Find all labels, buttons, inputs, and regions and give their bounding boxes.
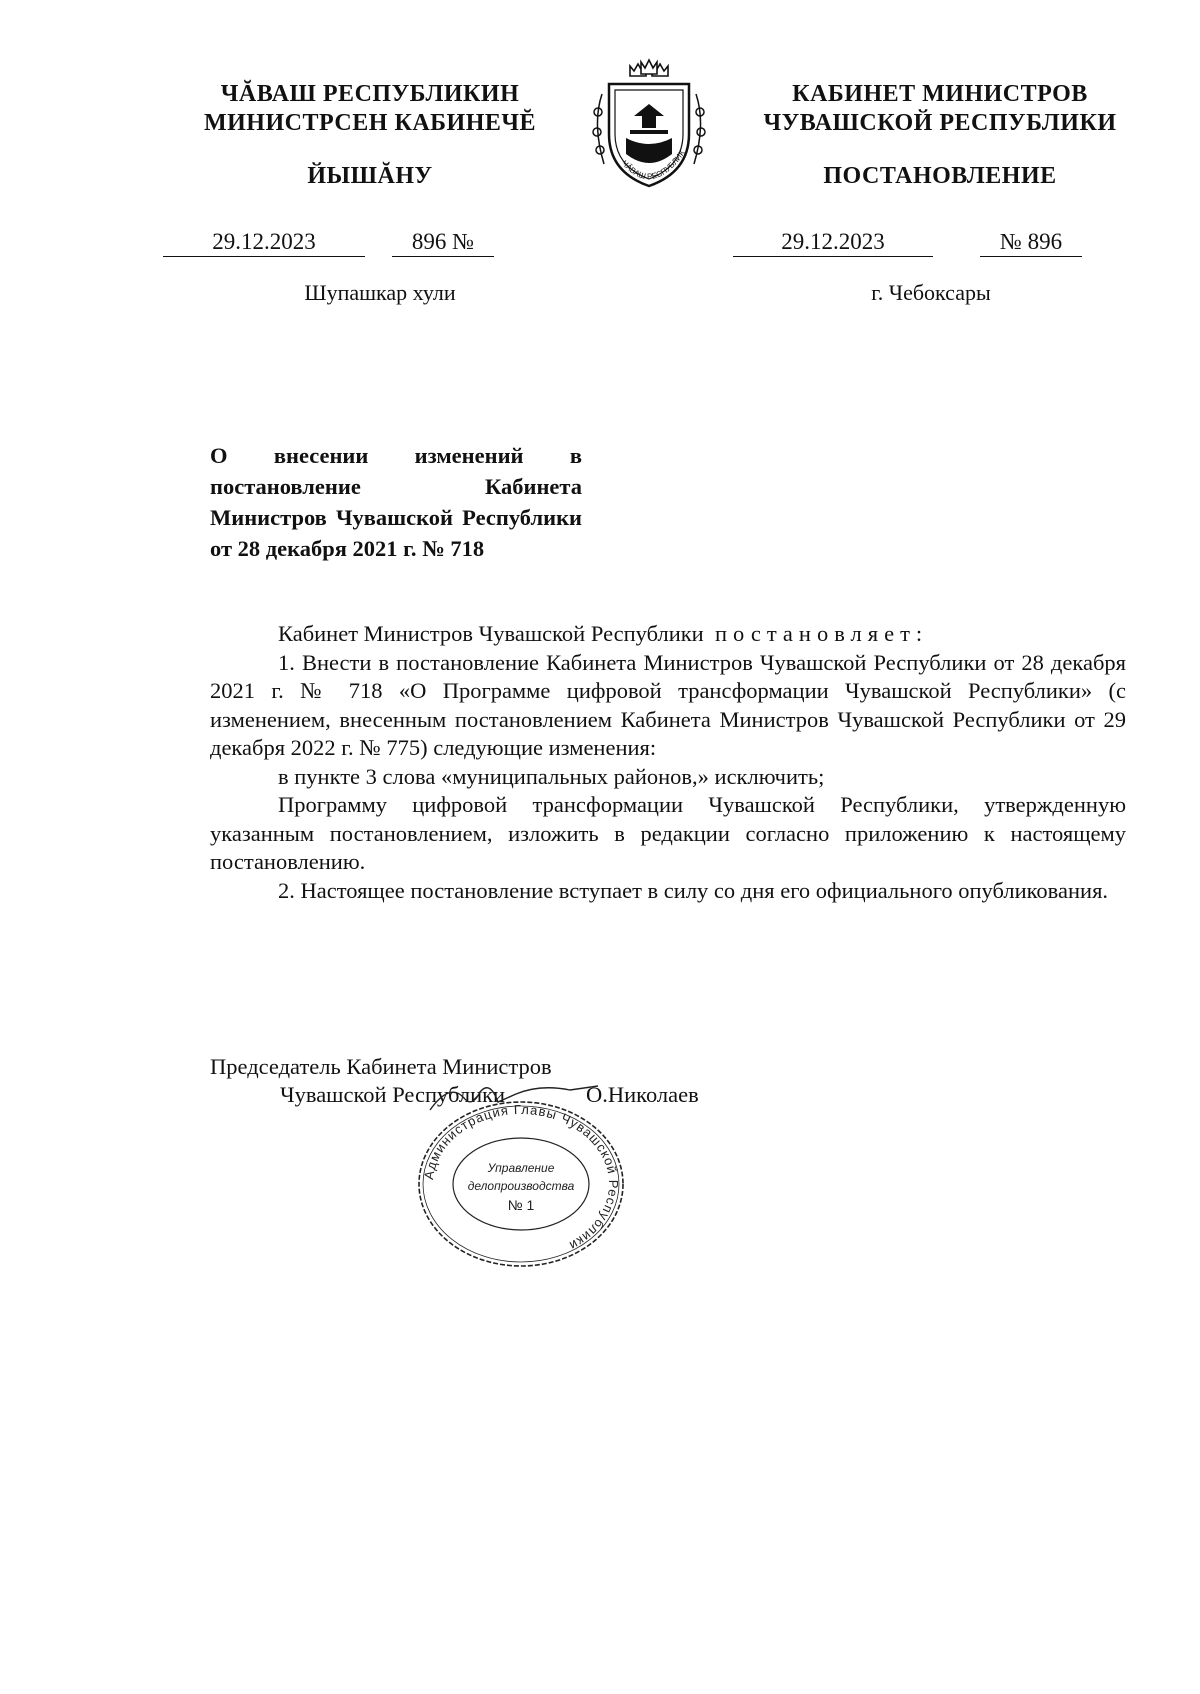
stamp-center-line1: Управление [487, 1161, 555, 1175]
stamp-center-line3: № 1 [507, 1197, 535, 1213]
header-left-date: 29.12.2023 [163, 228, 365, 257]
stamp-ring-text: Администрация Главы Чувашской Республики [421, 1101, 622, 1254]
header-right-title-line1: КАБИНЕТ МИНИСТРОВ [792, 81, 1088, 107]
intro-verb: постановляет: [714, 621, 929, 646]
header-right-place: г. Чебоксары [871, 280, 991, 305]
signature-name: О.Николаев [586, 1082, 699, 1107]
emblem-icon [584, 54, 714, 196]
header-right-number: № 896 [980, 228, 1082, 257]
emblem-ring-text: ЧĂВАШ РЕСПУБЛИК [619, 148, 687, 182]
svg-text:ЧĂВАШ РЕСПУБЛИКИ [584, 54, 687, 181]
header-left-title-line2: МИНИСТРСЕН КАБИНЕЧĔ [203, 110, 537, 136]
paragraph-4: 2. Настоящее постановление вступает в силу со дня его официального опубликования. [278, 877, 1109, 903]
intro-prefix: Кабинет Министров Чувашской Республики [278, 621, 704, 646]
chuvash-emblem [584, 54, 714, 196]
header-left-place: Шупашкар хули [304, 280, 456, 305]
office-stamp [415, 1098, 627, 1270]
document-subject: О внесении изменений в постановление Кабинета Министров Чувашской Республики от 28 декабря 2021 г. № 718 [210, 443, 582, 561]
header-left-doctype: ЙЫШĂНУ [307, 163, 433, 189]
intro-paragraph [210, 620, 1126, 649]
paragraph-3: Программу цифровой трансформации Чувашской Республики, утвержденную указанным постановлением, изложить в редакции согласно приложению к настоящему постановлению. [210, 792, 1126, 874]
header-right-doctype: ПОСТАНОВЛЕНИЕ [823, 163, 1057, 189]
stamp-center-line2: делопроизводства [467, 1179, 575, 1193]
header-right-date: 29.12.2023 [733, 228, 933, 257]
paragraph-2: в пункте 3 слова «муниципальных районов,» исключить; [278, 763, 825, 789]
document-body [210, 620, 1126, 905]
signature-title-line2: Чувашской Республики [280, 1082, 506, 1107]
signature-title-line1: Председатель Кабинета Министров [210, 1054, 552, 1079]
header-left-title-line1: ЧĂВАШ РЕСПУБЛИКИН [220, 81, 520, 107]
header-left-number: 896 № [392, 228, 494, 257]
header-right-title-line2: ЧУВАШСКОЙ РЕСПУБЛИКИ [763, 110, 1117, 136]
stamp-icon [415, 1098, 627, 1270]
paragraph-1: 1. Внести в постановление Кабинета Министров Чувашской Республики от 28 декабря 2021 г. № 718 «О Программе цифровой трансформации Чувашской Республики» (с изменением, внесенным постановлением Кабинета Министров Чувашской Республики от 29 декабря 2022 г. № 775) следующие изменения: [210, 649, 1126, 760]
